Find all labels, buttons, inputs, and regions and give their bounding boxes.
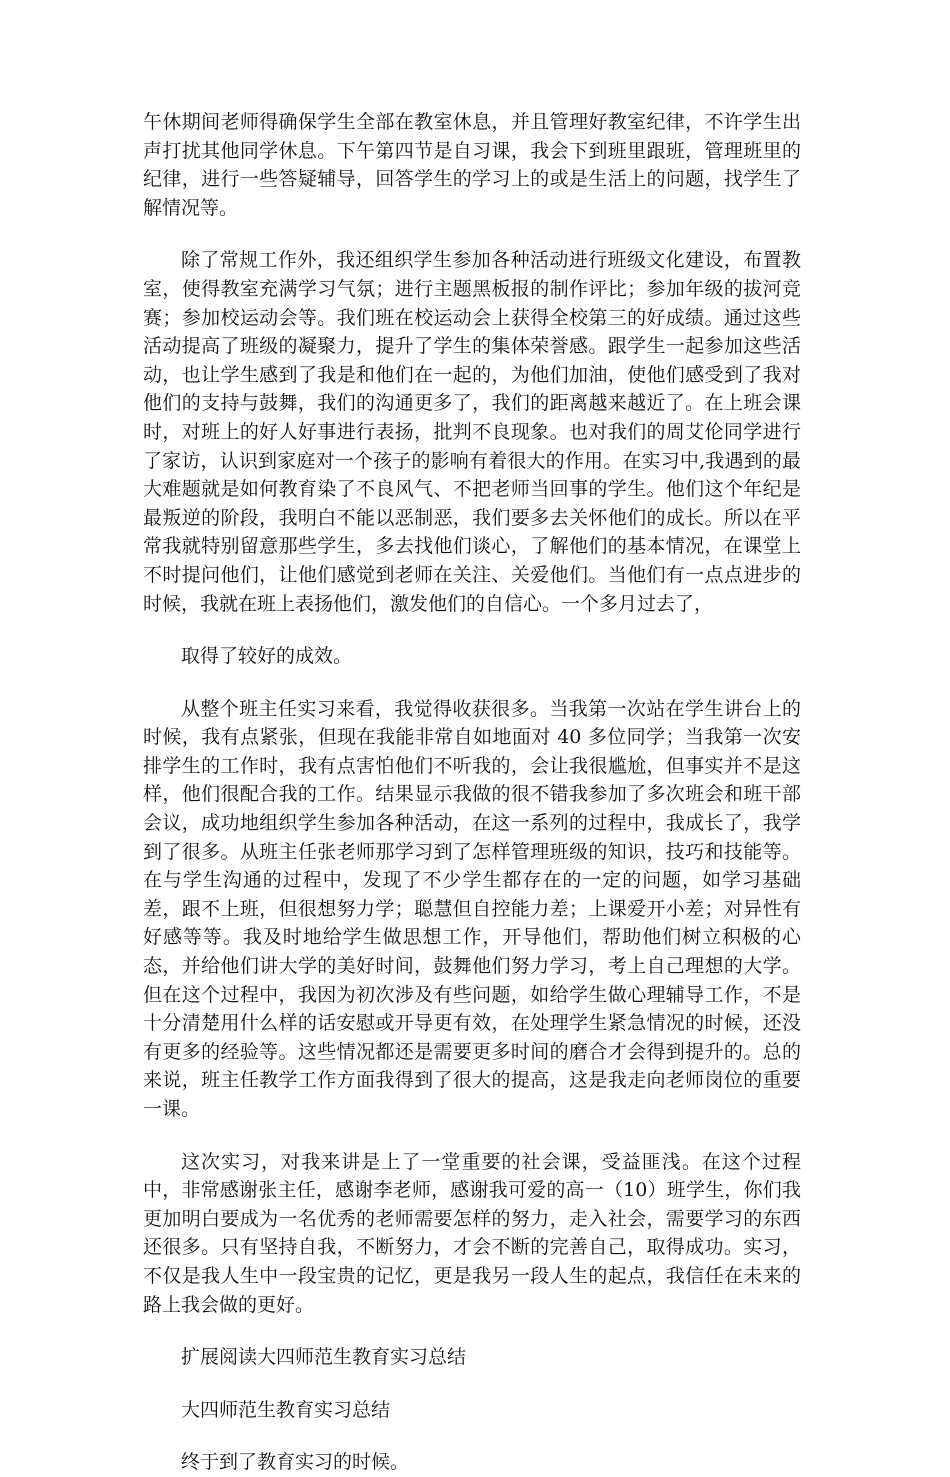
document-body xyxy=(143,108,801,1477)
paragraph-gap xyxy=(143,671,801,695)
section-heading-extended-reading: 扩展阅读大四师范生教育实习总结 xyxy=(181,1346,467,1369)
paragraph-gap xyxy=(143,1319,801,1343)
paragraph-1: 午休期间老师得确保学生全部在教室休息，并且管理好教室纪律，不许学生出声打扰其他同学休息。下午第四节是自习课，我会下到班里跟班，管理班里的纪律，进行一些答疑辅导，回答学生的学习上的或是生活上的问题，找学生了解情况等。 xyxy=(143,111,801,219)
paragraph-gap xyxy=(143,1124,801,1148)
section-title: 大四师范生教育实习总结 xyxy=(181,1398,391,1421)
paragraph-gap xyxy=(143,222,801,246)
paragraph-gap xyxy=(143,1424,801,1448)
paragraph-4: 从整个班主任实习来看，我觉得收获很多。当我第一次站在学生讲台上的时候，我有点紧张，但现在我能非常自如地面对 40 多位同学；当我第一次安排学生的工作时，我有点害怕他们不听我的，会让我很尴尬，但事实并不是这样，他们很配合我的工作。结果显示我做的很不错我参加了多次班会和班干部会议，成功地组织学生参加各种活动，在这一系列的过程中，我成长了，我学到了很多。从班主任张老师那学习到了怎样管理班级的知识，技巧和技能等。在与学生沟通的过程中，发现了不少学生都存在的一定的问题，如学习基础差，跟不上班，但很想努力学；聪慧但自控能力差；上课爱开小差；对异性有好感等等。我及时地给学生做思想工作，开导他们，帮助他们树立积极的心态，并给他们讲大学的美好时间，鼓舞他们努力学习，考上自己理想的大学。但在这个过程中，我因为初次涉及有些问题，如给学生做心理辅导工作，不是十分清楚用什么样的话安慰或开导更有效，在处理学生紧急情况的时候，还没有更多的经验等。这些情况都还是需要更多时间的磨合才会得到提升的。总的来说，班主任教学工作方面我得到了很大的提高，这是我走向老师岗位的重要一课。 xyxy=(143,697,801,1120)
paragraph-final: 终于到了教育实习的时候。 xyxy=(181,1451,410,1474)
paragraph-2: 除了常规工作外，我还组织学生参加各种活动进行班级文化建设，布置教室，使得教室充满学习气氛；进行主题黑板报的制作评比；参加年级的拔河竞赛；参加校运动会等。我们班在校运动会上获得全校第三的好成绩。通过这些活动提高了班级的凝聚力，提升了学生的集体荣誉感。跟学生一起参加这些活动，也让学生感到了我是和他们在一起的，为他们加油，使他们感受到了我对他们的支持与鼓舞，我们的沟通更多了，我们的距离越来越近了。在上班会课时，对班上的好人好事进行表扬，批判不良现象。也对我们的周艾伦同学进行了家访，认识到家庭对一个孩子的影响有着很大的作用。在实习中,我遇到的最大难题就是如何教育染了不良风气、不把老师当回事的学生。他们这个年纪是最叛逆的阶段，我明白不能以恶制恶，我们要多去关怀他们的成长。所以在平常我就特别留意那些学生，多去找他们谈心，了解他们的基本情况，在课堂上不时提问他们，让他们感觉到老师在关注、关爱他们。当他们有一点点进步的时候，我就在班上表扬他们，激发他们的自信心。一个多月过去了， xyxy=(143,249,801,615)
paragraph-5: 这次实习，对我来讲是上了一堂重要的社会课，受益匪浅。在这个过程中，非常感谢张主任，感谢李老师，感谢我可爱的高一（10）班学生，你们我更加明白要成为一名优秀的老师需要怎样的努力，走入社会，需要学习的东西还很多。只有坚持自我，不断努力，才会不断的完善自己，取得成功。实习，不仅是我人生中一段宝贵的记忆，更是我另一段人生的起点，我信任在未来的路上我会做的更好。 xyxy=(143,1150,801,1316)
paragraph-gap xyxy=(143,1372,801,1396)
paragraph-gap xyxy=(143,618,801,642)
paragraph-3: 取得了较好的成效。 xyxy=(181,645,353,668)
